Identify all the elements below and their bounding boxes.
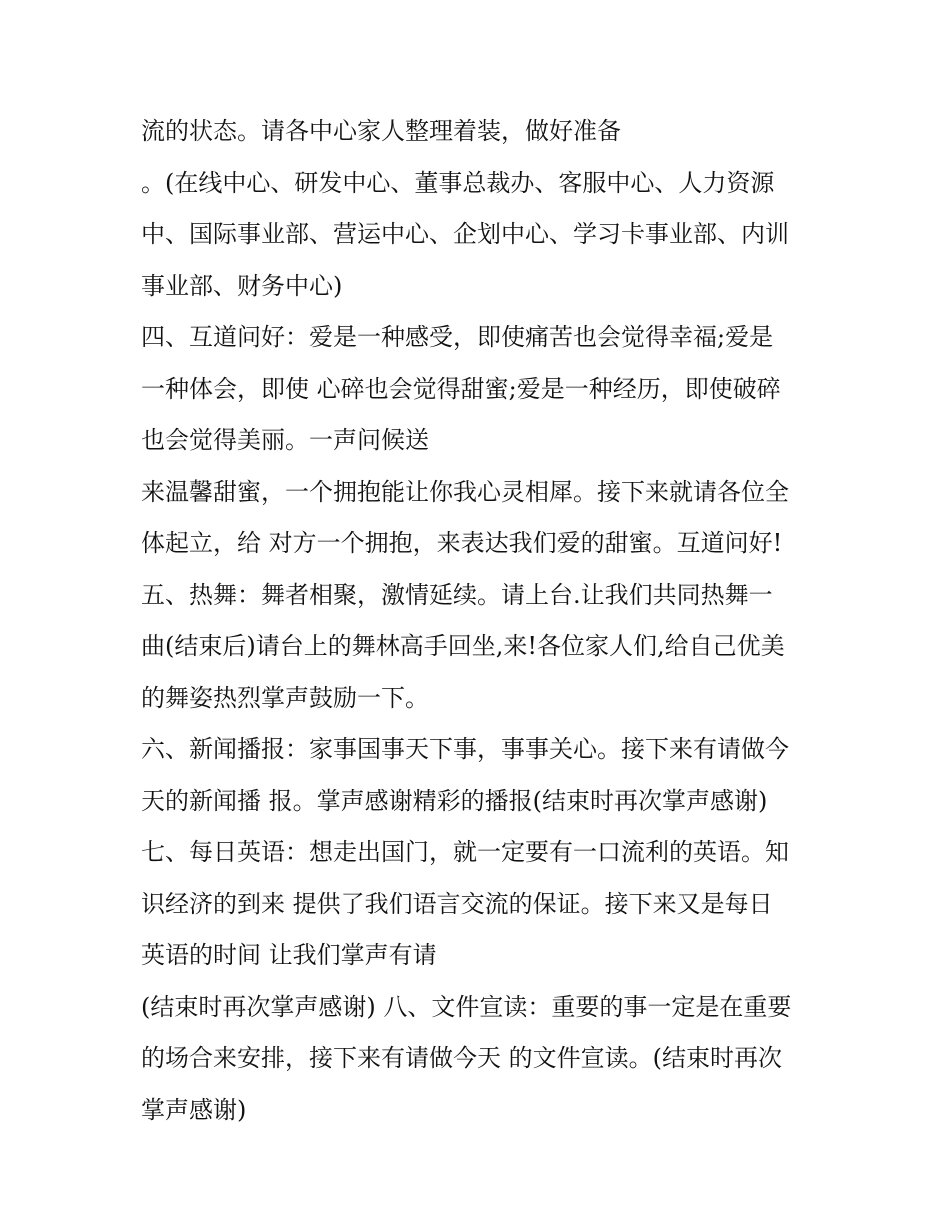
text-line: 的舞姿热烈掌声鼓励一下。 [141, 683, 429, 712]
text-line: 识经济的到来 提供了我们语言交流的保证。接下来又是每日 [141, 889, 773, 918]
text-line: 一种体会，即使 心碎也会觉得甜蜜;爱是一种经历，即使破碎 [141, 374, 781, 403]
text-line: 英语的时间 让我们掌声有请 [141, 941, 437, 969]
text-line: 体起立，给 对方一个拥抱，来表达我们爱的甜蜜。互道问好! [141, 529, 783, 557]
text-line: 。(在线中心、研发中心、董事总裁办、客服中心、人力资源 [141, 168, 775, 197]
text-line: 六、新闻播报：家事国事天下事，事事关心。接下来有请做今 [141, 735, 789, 763]
text-line: 七、每日英语：想走出国门，就一定要有一口流利的英语。知 [141, 838, 789, 866]
body-text [141, 106, 821, 1136]
text-line: 四、互道问好：爱是一种感受，即使痛苦也会觉得幸福;爱是 [141, 323, 774, 351]
text-line: 的场合来安排，接下来有请做今天 的文件宣读。(结束时再次 [141, 1044, 782, 1072]
text-line: 掌声感谢) [141, 1095, 247, 1124]
text-line: 也会觉得美丽。一声问候送 [141, 426, 429, 454]
text-line: 中、国际事业部、营运中心、企划中心、学习卡事业部、内训 [141, 220, 789, 248]
text-line: 曲(结束后)请台上的舞林高手回坐,来!各位家人们,给自己优美 [141, 632, 785, 660]
text-line: 五、热舞：舞者相聚，激情延续。请上台.让我们共同热舞一 [141, 580, 773, 609]
text-line: 流的状态。请各中心家人整理着装，做好准备 [141, 117, 621, 145]
text-line: (结束时再次掌声感谢) 八、文件宣读：重要的事一定是在重要 [141, 992, 792, 1021]
text-line: 事业部、财务中心) [141, 271, 343, 300]
text-line: 天的新闻播 报。掌声感谢精彩的播报(结束时再次掌声感谢) [141, 786, 768, 815]
text-line: 来温馨甜蜜，一个拥抱能让你我心灵相犀。接下来就请各位全 [141, 477, 789, 506]
